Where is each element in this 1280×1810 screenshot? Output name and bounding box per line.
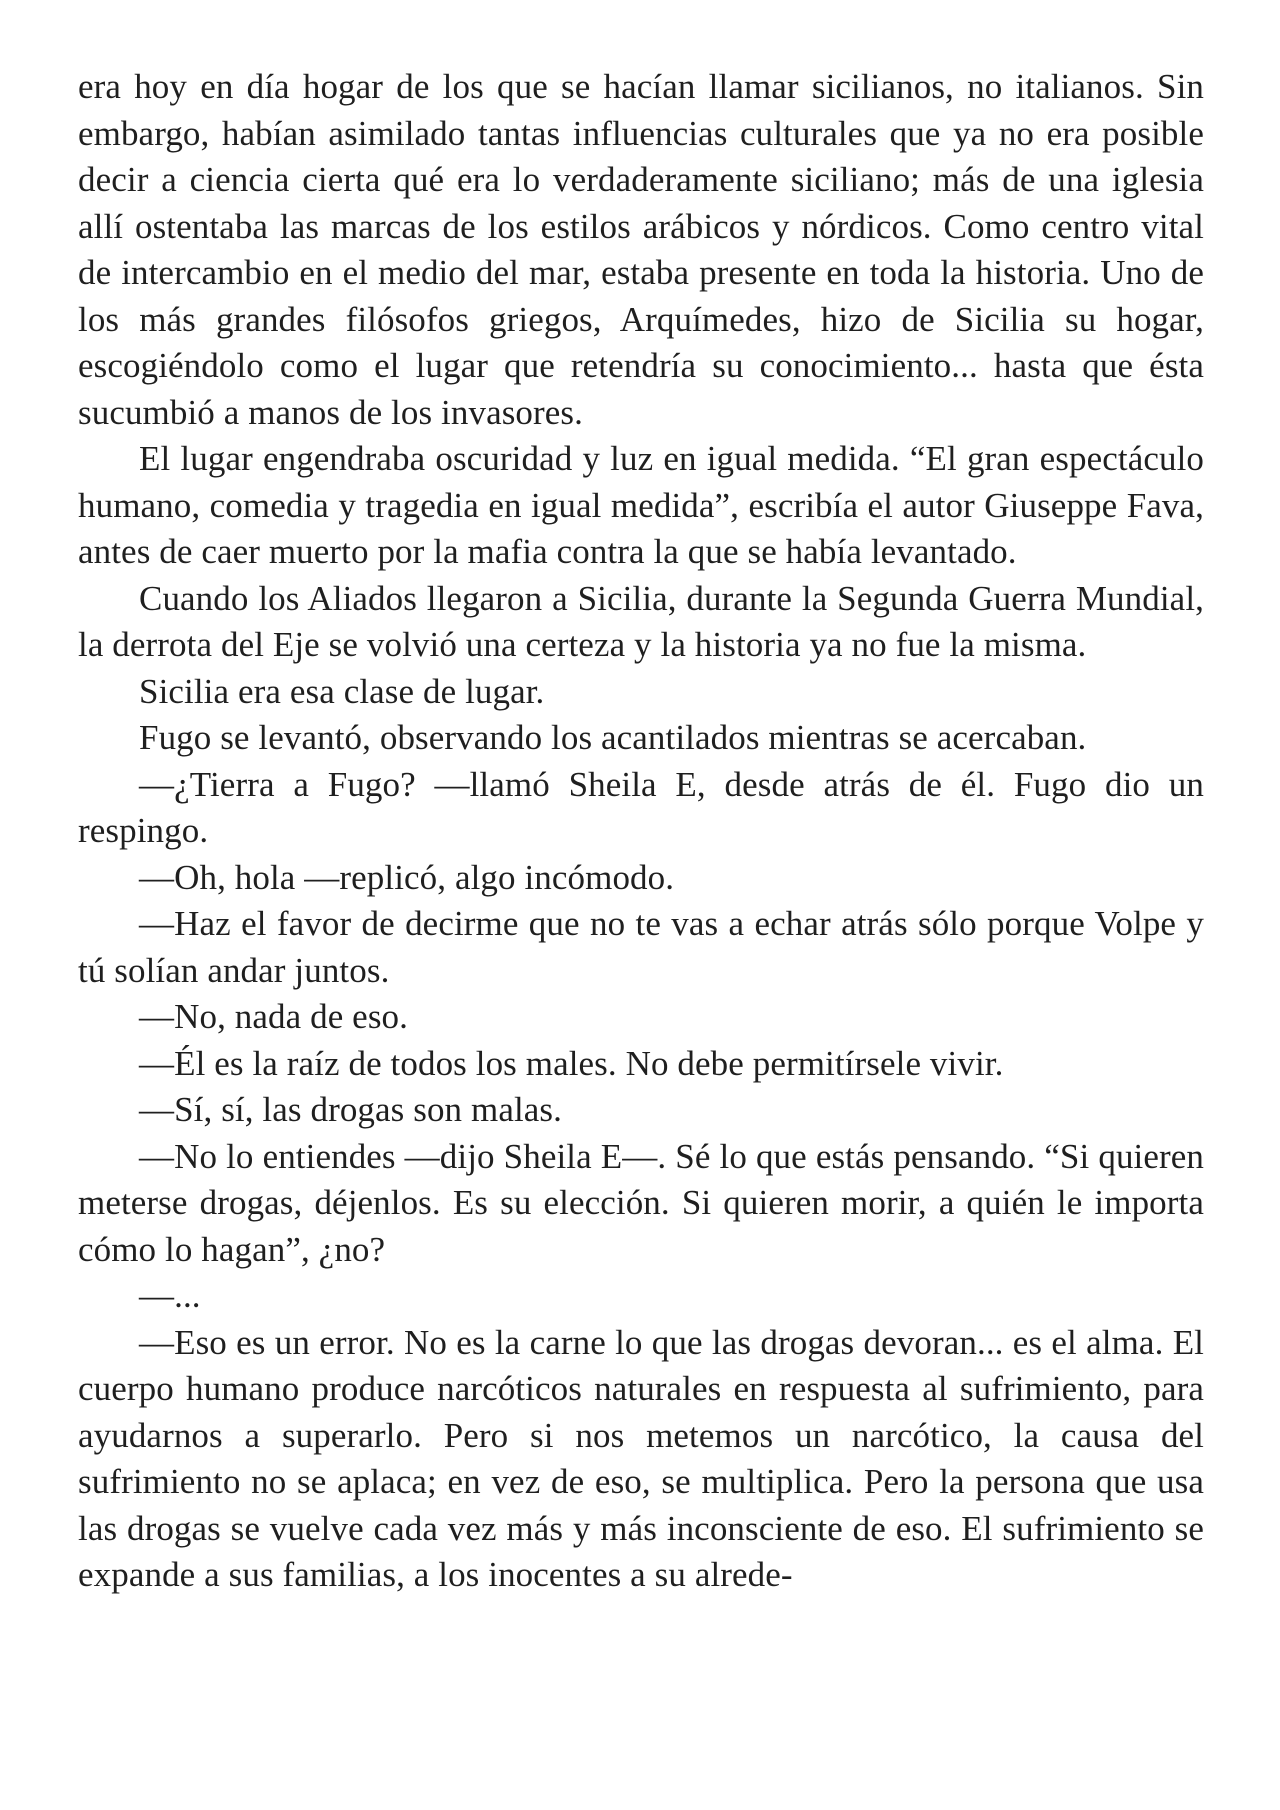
paragraph-14: —Eso es un error. No es la carne lo que las drogas devoran... es el alma. El cuerpo humano produce narcóticos naturales en respuesta al sufrimiento, para ayudarnos a superarlo. Pero si nos metemos un narcótico, la causa del sufrimiento no se aplaca; en vez de eso, se multiplica. Pero la persona que usa las drogas se vuelve cada vez más y más inconsciente de eso. El sufrimiento se expande a sus familias, a los inocentes a su alrede- (78, 1322, 1204, 1594)
paragraph-9: —No, nada de eso. (139, 997, 408, 1036)
paragraph-2: El lugar engendraba oscuridad y luz en igual medida. “El gran espectáculo humano, comedia y tragedia en igual medida”, escribía el autor Giuseppe Fava, antes de caer muerto por la mafia contra la que se había levantado. (78, 439, 1204, 571)
paragraph-1: era hoy en día hogar de los que se hacían llamar sicilianos, no italianos. Sin embargo, habían asimilado tantas influencias culturales que ya no era posible decir a ciencia cierta qué era lo verdaderamente siciliano; más de una iglesia allí ostentaba las marcas de los estilos arábicos y nórdicos. Como centro vital de intercambio en el medio del mar, estaba presente en toda la historia. Uno de los más grandes filósofos griegos, Arquímedes, hizo de Sicilia su hogar, escogiéndolo como el lugar que retendría su conocimiento... hasta que ésta sucumbió a manos de los invasores. (78, 67, 1204, 432)
paragraph-12: —No lo entiendes —dijo Sheila E—. Sé lo que estás pensando. “Si quieren meterse drogas, déjenlos. Es su elección. Si quieren morir, a quién le importa cómo lo hagan”, ¿no? (78, 1136, 1204, 1269)
paragraph-8: —Haz el favor de decirme que no te vas a echar atrás sólo porque Volpe y tú solían andar juntos. (78, 904, 1204, 990)
paragraph-13: —... (139, 1276, 201, 1315)
book-page (78, 64, 1204, 1599)
paragraph-4: Sicilia era esa clase de lugar. (139, 671, 545, 711)
paragraph-7: —Oh, hola —replicó, algo incómodo. (139, 857, 675, 897)
paragraph-6: —¿Tierra a Fugo? —llamó Sheila E, desde atrás de él. Fugo dio un respingo. (78, 764, 1204, 850)
paragraph-11: —Sí, sí, las drogas son malas. (139, 1090, 562, 1129)
paragraph-3: Cuando los Aliados llegaron a Sicilia, durante la Segunda Guerra Mundial, la derrota del Eje se volvió una certeza y la historia ya no fue la misma. (78, 578, 1204, 664)
paragraph-5: Fugo se levantó, observando los acantilados mientras se acercaban. (139, 718, 1087, 757)
paragraph-10: —Él es la raíz de todos los males. No debe permitírsele vivir. (139, 1043, 1004, 1083)
